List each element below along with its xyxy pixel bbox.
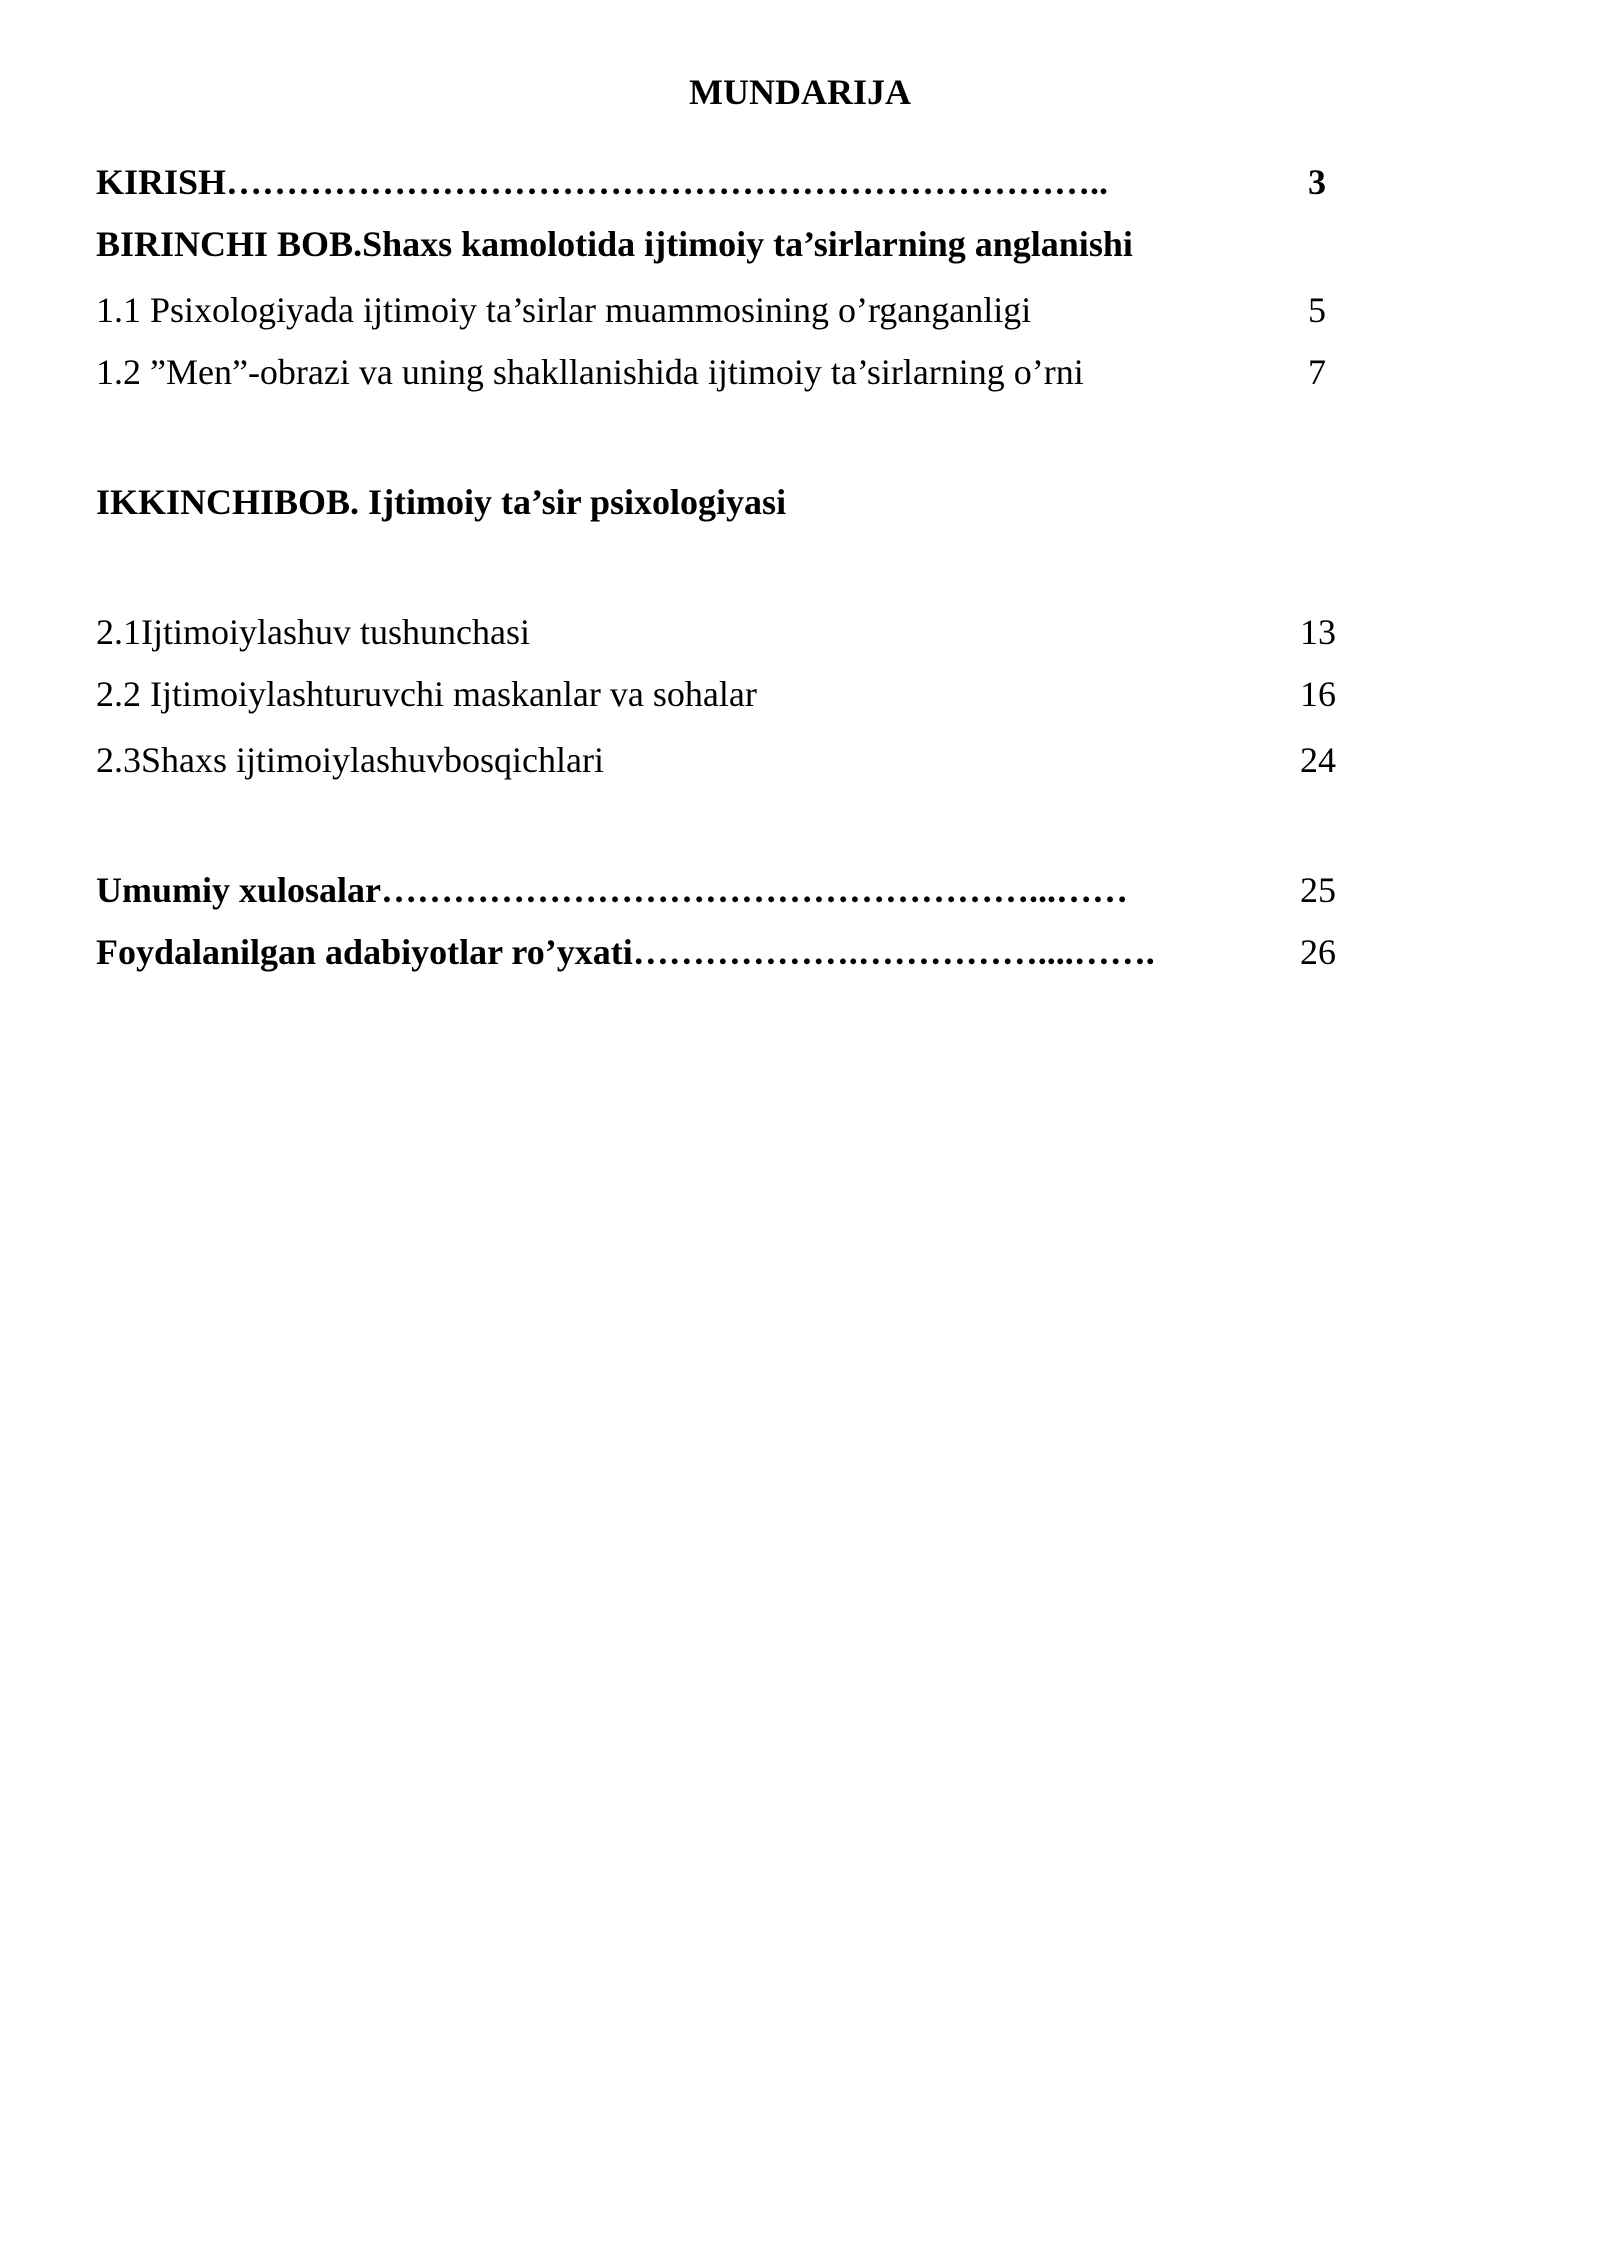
toc-entry-label: 2.3Shaxs ijtimoiylashuvbosqichlari	[96, 740, 604, 780]
toc-entry-label: BIRINCHI BOB.Shaxs kamolotida ijtimoiy ta’sirlarning anglanishi	[96, 224, 1133, 264]
toc-entry-label: Umumiy xulosalar………………………………………………...……	[96, 870, 1129, 910]
toc-entry-page: 7	[1308, 352, 1326, 392]
toc-entry-page: 5	[1308, 290, 1326, 330]
toc-entry-page: 24	[1300, 740, 1336, 780]
toc-entry-label: KIRISH………………………………………………………………..	[96, 162, 1109, 202]
toc-entry-page: 16	[1300, 674, 1336, 714]
toc-entry-label: 2.1Ijtimoiylashuv tushunchasi	[96, 612, 530, 652]
toc-entry-label: IKKINCHIBOB. Ijtimoiy ta’sir psixologiyasi	[96, 482, 787, 522]
toc-entry-page: 26	[1300, 932, 1336, 972]
page-title: MUNDARIJA	[689, 72, 911, 112]
toc-entry-label: 1.1 Psixologiyada ijtimoiy ta’sirlar muammosining o’rganganligi	[96, 290, 1032, 330]
toc-entry-page: 25	[1300, 870, 1336, 910]
toc-entry-label: 1.2 ”Men”-obrazi va uning shakllanishida ijtimoiy ta’sirlarning o’rni	[96, 352, 1084, 392]
toc-entry-page: 3	[1308, 162, 1326, 202]
toc-entry-page: 13	[1300, 612, 1336, 652]
toc-entry-label: 2.2 Ijtimoiylashturuvchi maskanlar va sohalar	[96, 674, 757, 714]
toc-entry-label: Foydalanilgan adabiyotlar ro’yxati……………….……………....…….	[96, 932, 1155, 972]
